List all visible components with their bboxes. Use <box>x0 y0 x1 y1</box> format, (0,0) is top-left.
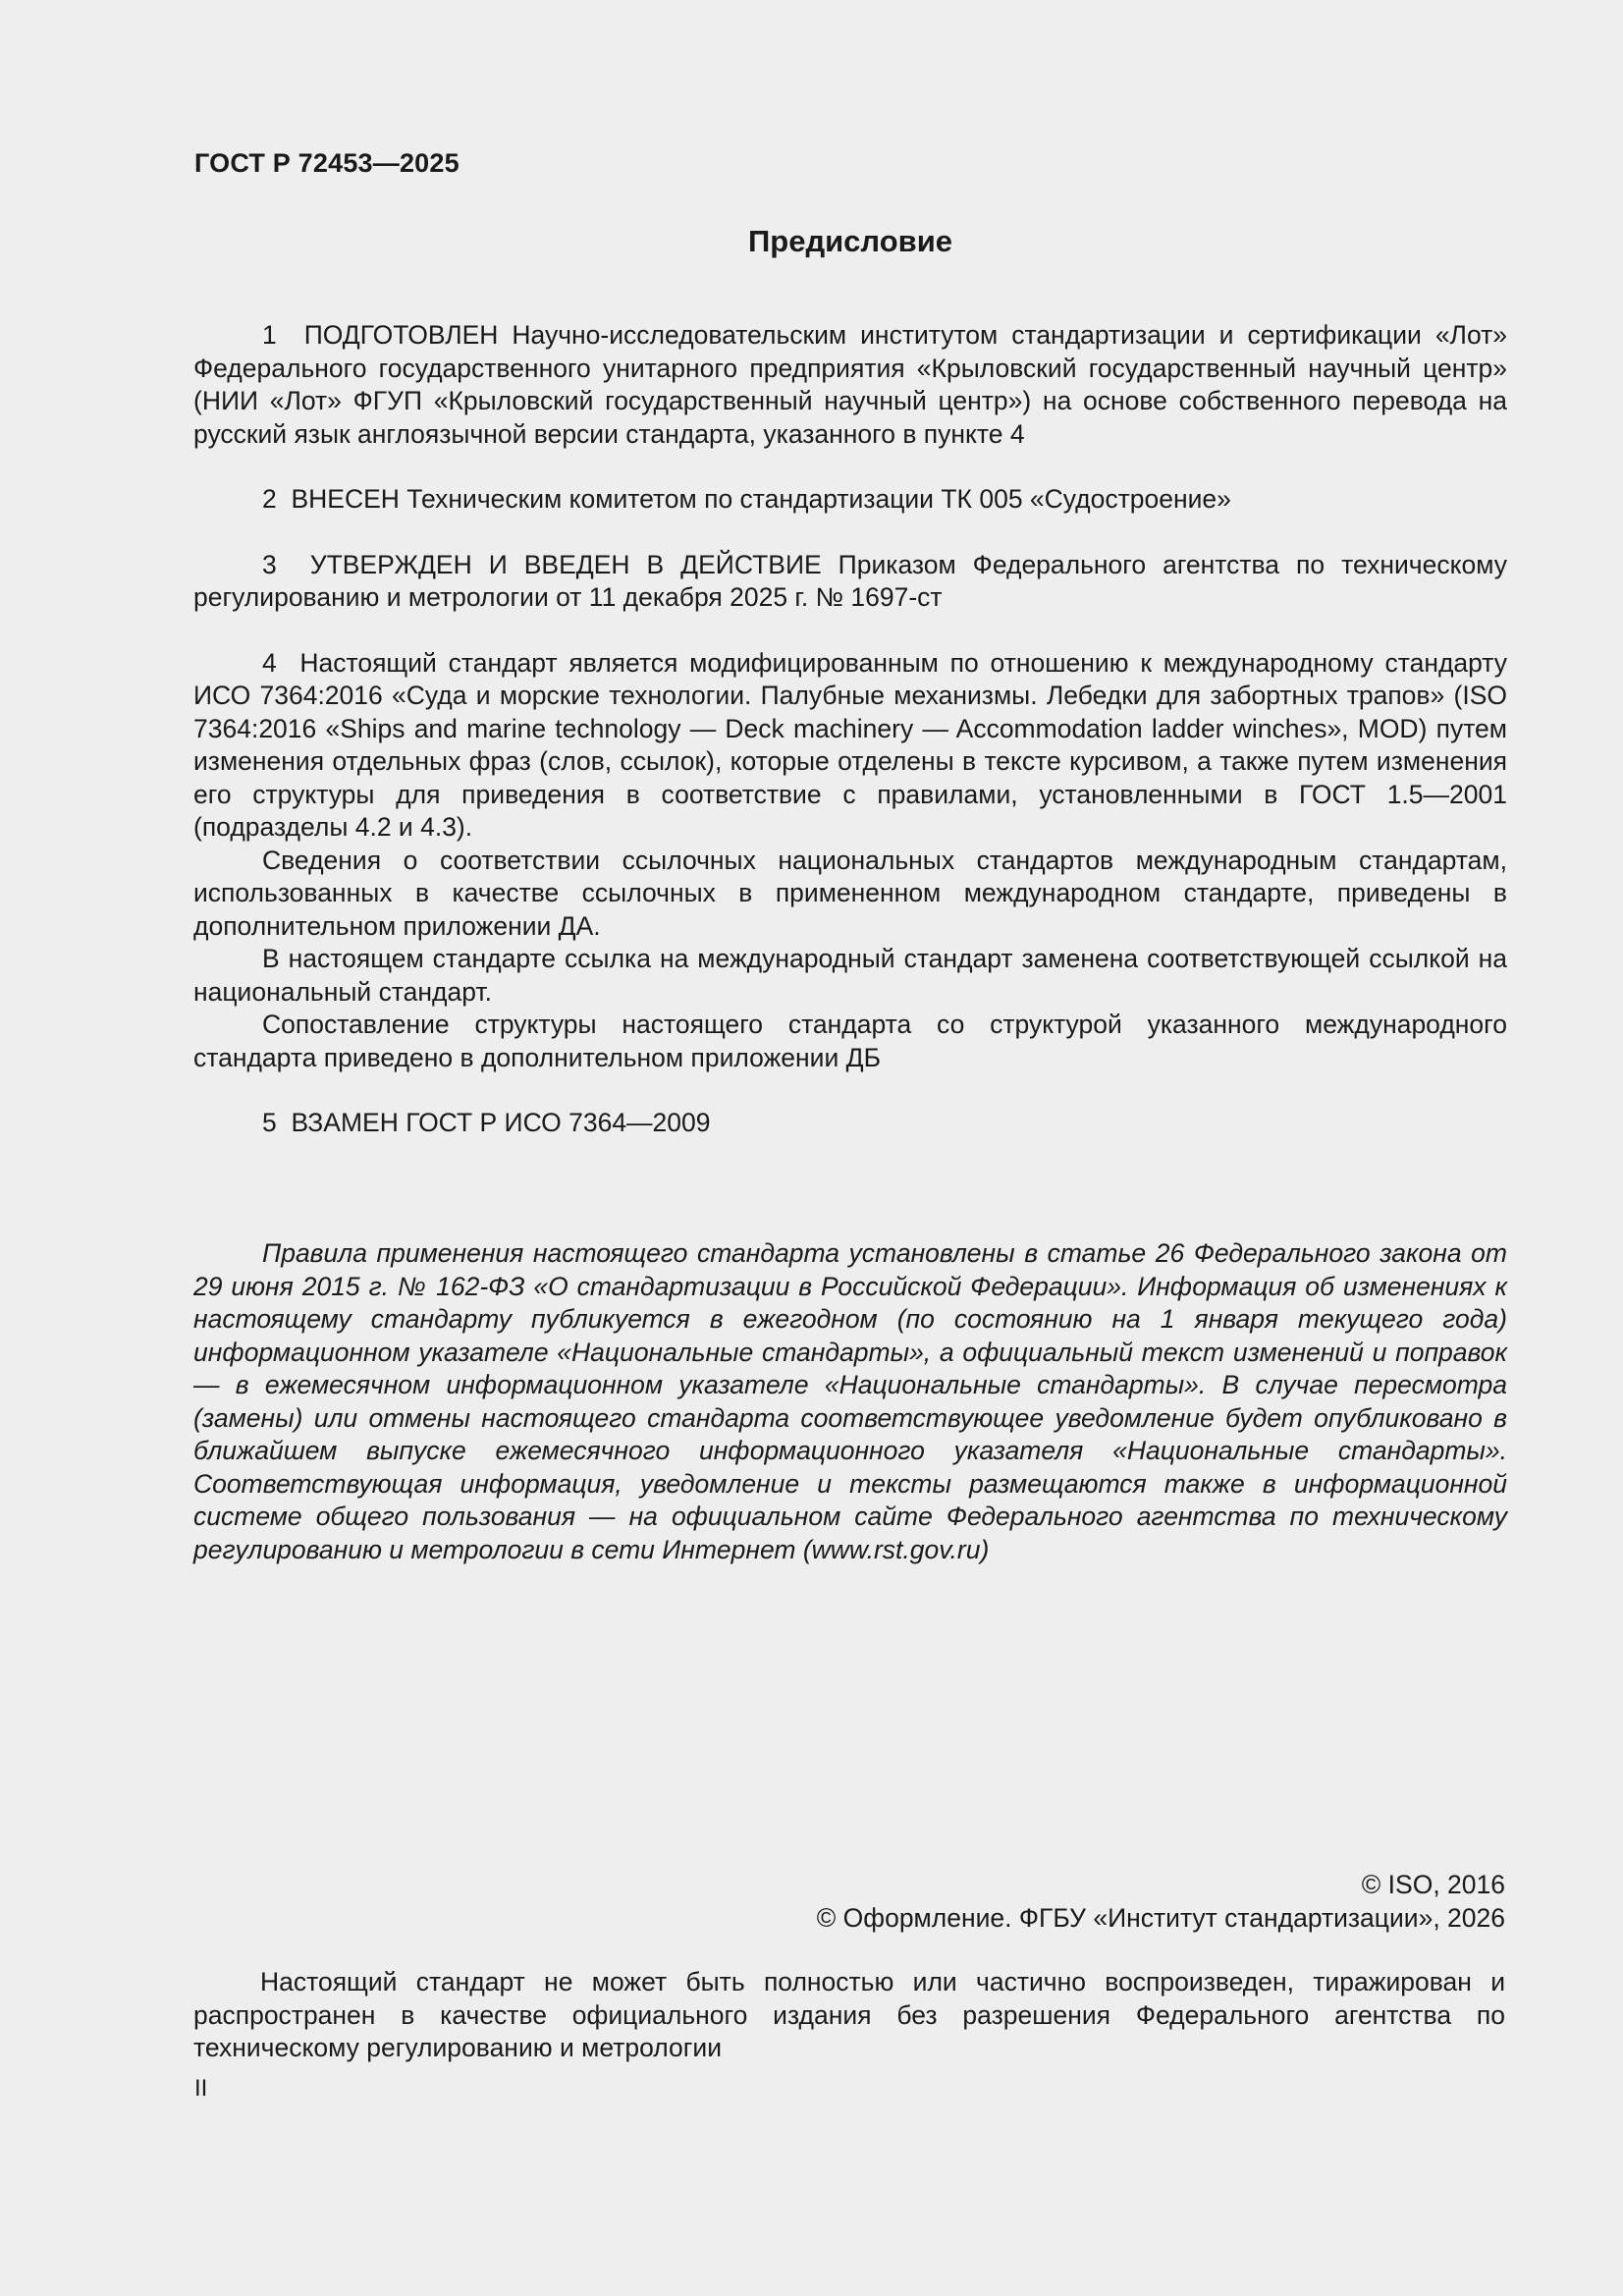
item-text: ВНЕСЕН Техническим комитетом по стандартизации ТК 005 «Судостроение» <box>291 484 1231 514</box>
copyright-design: © Оформление. ФГБУ «Институт стандартизации», 2026 <box>816 1903 1505 1933</box>
copyright-iso: © ISO, 2016 <box>1361 1870 1505 1899</box>
reproduction-text: Настоящий стандарт не может быть полностью или частично воспроизведен, тиражирован и распространен в качестве официального издания без разрешения Федерального агентства по техническому регулированию и метрологии <box>193 1967 1505 2062</box>
item-text: УТВЕРЖДЕН И ВВЕДЕН В ДЕЙСТВИЕ Приказом Федерального агентства по техническому регулированию и метрологии от 11 декабря 2025 г. № 1697-ст <box>193 549 1507 612</box>
page-number: II <box>194 2075 208 2102</box>
copyright-block <box>193 1868 1505 1935</box>
foreword-body <box>193 319 1507 1140</box>
foreword-item-4-structure: Сопоставление структуры настоящего стандарта со структурой указанного международного стандарта приведено в дополнительном приложении ДБ <box>193 1010 1507 1072</box>
foreword-item-5 <box>193 1107 1507 1140</box>
item-text: Настоящий стандарт является модифицированным по отношению к международному стандарту ИСО 7364:2016 «Суда и морские технологии. Палубные механизмы. Лебедки для забортных трапов» (ISO 7364:2016 «Ships and marine technology — Deck machinery — Accommodation ladder winches», MOD) путем изменения отдельных фраз (слов, ссылок), которые отделены в тексте курсивом, а также путем изменения его структуры для приведения в соответствие с правилами, установленными в ГОСТ 1.5—2001 (подразделы 4.2 и 4.3). <box>193 647 1507 842</box>
foreword-item-4-replacement: В настоящем стандарте ссылка на международный стандарт заменена соответствующей ссылкой на национальный стандарт. <box>193 944 1507 1007</box>
item-text: ПОДГОТОВЛЕН Научно-исследовательским институтом стандартизации и сертификации «Лот» Федерального государственного унитарного предприятия «Крыловский государственный научный центр» (НИИ «Лот» ФГУП «Крыловский государственный научный центр») на основе собственного перевода на русский язык англоязычной версии стандарта, указанного в пункте 4 <box>193 320 1507 449</box>
item-number: 2 <box>262 484 277 514</box>
foreword-item-2 <box>193 483 1507 517</box>
foreword-item-3 <box>193 549 1507 615</box>
foreword-item-1 <box>193 319 1507 451</box>
document-code: ГОСТ Р 72453—2025 <box>194 148 460 178</box>
item-number: 4 <box>262 647 277 678</box>
page-title: Предисловие <box>747 224 952 258</box>
item-number: 1 <box>262 320 277 350</box>
item-number: 3 <box>262 549 277 579</box>
reproduction-notice <box>193 1966 1505 2065</box>
item-text: ВЗАМЕН ГОСТ Р ИСО 7364—2009 <box>291 1108 711 1137</box>
foreword-item-4-references: Сведения о соответствии ссылочных национальных стандартов международным стандартам, использованных в качестве ссылочных в примененном международном стандарте, приведены в дополнительном приложении ДА. <box>193 845 1507 941</box>
notice-text: Правила применения настоящего стандарта установлены в статье 26 Федерального закона от 29 июня 2015 г. № 162-ФЗ «О стандартизации в Российской Федерации». Информация об изменениях к настоящему стандарту публикуется в ежегодном (по состоянию на 1 января текущего года) информационном указателе «Национальные стандарты», а официальный текст изменений и поправок — в ежемесячном информационном указателе «Национальные стандарты». В случае пересмотра (замены) или отмены настоящего стандарта соответствующее уведомление будет опубликовано в ближайшем выпуске ежемесячного информационного указателя «Национальные стандарты». Соответствующая информация, уведомление и тексты размещаются также в информационной системе общего пользования — на официальном сайте Федерального агентства по техническому регулированию и метрологии в сети Интернет (www.rst.gov.ru) <box>193 1238 1507 1564</box>
application-rules-notice <box>193 1237 1507 1566</box>
foreword-item-4 <box>193 647 1507 845</box>
item-number: 5 <box>262 1108 277 1137</box>
